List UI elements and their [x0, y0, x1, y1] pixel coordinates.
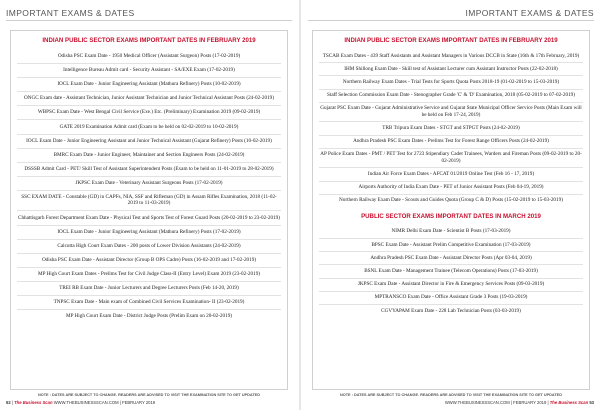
list-item: BMRC Exam Date - Junior Engineer, Maintainer and Section Engineers Posts (24-02-2019): [17, 149, 281, 163]
list-item: Odisha PSC Exam Date - 1950 Medical Officer (Assistant Surgeon) Posts (17-02-2019): [17, 50, 281, 64]
list-item: MP High Court Exam Date - District Judge Posts (Prelim Exam on 20-02-2019): [65, 313, 233, 320]
page-number: 53: [589, 400, 594, 405]
exam-list-february: [313, 50, 589, 207]
section-title-march: PUBLIC SECTOR EXAMS IMPORTANT DATES IN MARCH 2019: [361, 212, 541, 220]
section-title: INDIAN PUBLIC SECTOR EXAMS IMPORTANT DATES IN FEBRUARY 2019: [42, 37, 256, 44]
folio-separator: |: [11, 400, 13, 405]
disclaimer-note: NOTE : DATES ARE SUBJECT TO CHANGE. READERS ARE ADVISED TO VISIT THE EXAMINATION SITE TO GET UPDATED: [340, 393, 562, 397]
list-item: Gujarat PSC Exam Date - Gujarat Administrative Service and Gujarat State Municipal Officer Service Posts (Main Exam will be held on Feb 17-24, 2019): [319, 103, 583, 123]
list-item: TRB Tripura Exam Dates - STGT and STPGT Posts (24-02-2019): [319, 122, 583, 135]
list-item: BSNL Exam Date - Management Trainee (Telecom Operations) Posts (17-03-2019): [319, 265, 583, 278]
list-item: TNPSC Exam Date - Main exam of Combined Civil Services Examination- II (23-02-2019): [17, 296, 281, 310]
list-item: BPSC Exam Date - Assistant Prelim Competitive Examination (17-03-2019): [319, 239, 583, 252]
list-item: IOCL Exam Date - Junior Engineering Assistant and Junior Technical Assistant (Gujarat Refinery) Posts (10-02-2019): [17, 135, 281, 149]
page-header: [308, 0, 594, 21]
list-item: Chhattisgarh Forest Department Exam Date - Physical Test and Sports Test of Forest Guard Posts (20-02-2019 to 23-02-2019): [17, 211, 281, 225]
folio: [308, 400, 594, 406]
list-item: IHM Shillong Exam Date - Skill test of Assistant Lecturer cum Assistant Instructor Posts (22-02-2018): [319, 63, 583, 76]
exam-dates-panel: [312, 30, 590, 390]
list-item: Northern Railway Exam Dates - Trial Tests for Sports Quota Posts 2018-19 (01-02-2019 to 15-03-2019): [319, 76, 583, 89]
list-item: WBPSC Exam Date - West Bengal Civil Service (Exe.) Etc. (Preliminary) Examination 2019 (09-02-2019): [17, 106, 281, 120]
spine-gutter: [299, 0, 301, 410]
folio-text: WWW.THEBUSINESSSCAN.COM | FEBRUARY 2019: [444, 400, 547, 405]
list-item: TREI RB Exam Date - Junior Lecturers and Degree Lecturers Posts (Feb 14-20, 2019): [17, 282, 281, 296]
exam-list: [11, 50, 287, 323]
page-header: [6, 0, 292, 21]
section-title-february: INDIAN PUBLIC SECTOR EXAMS IMPORTANT DATES IN FEBRUARY 2019: [344, 37, 558, 44]
list-item: Andhra Pradesh PSC Exam Date - Assistant Director Posts (Apr 03-04, 2019): [319, 252, 583, 265]
page-footer: [308, 393, 594, 407]
exam-dates-panel: [10, 30, 288, 390]
folio-separator: |: [547, 400, 549, 405]
list-item: Indian Air Force Exam Dates - AFCAT 01/2019 Online Test (Feb 16 - 17, 2019): [319, 168, 583, 181]
brand-name: The Business Scan: [549, 400, 589, 405]
list-item: Andhra Pradesh PSC Exam Dates - Prelims Test for Forest Range Officers Posts (24-02-2019): [319, 136, 583, 149]
list-item: MP High Court Exam Dates - Prelims Test for Civil Judge Class-II (Entry Level) Exam 2019 (23-02-2019): [17, 268, 281, 282]
list-item: Northern Railway Exam Date - Scouts and Guides Quota (Group C & D) Posts (15-02-2019 to 15-03-2019): [339, 197, 563, 204]
page-number: 52: [6, 400, 11, 405]
left-page: [0, 0, 298, 410]
brand-name: The Business Scan: [14, 400, 53, 405]
header-title: IMPORTANT EXAMS & DATES: [465, 8, 594, 18]
folio-text: WWW.THEBUSINESSSCAN.COM | FEBRUARY 2019: [53, 400, 156, 405]
list-item: TSCAB Exam Dates - 439 Staff Assistants and Assistant Managers in Various DCCB in State (16th & 17th February, 2019): [319, 50, 583, 63]
list-item: Staff Selection Commission Exam Date - Stenographer Grade 'C' & 'D' Examination, 2018 (05-02-2019 to 07-02-2019): [319, 90, 583, 103]
list-item: ONGC Exam date - Assistant Technician, Junior Assistant Technician and Junior Technical Assistant Posts (24-02-2019): [17, 92, 281, 106]
list-item: IOCL Exam Date - Junior Engineering Assistant (Mathura Refinery) Posts (10-02-2019): [17, 78, 281, 92]
list-item: IOCL Exam Date - Junior Engineering Assistant (Mathura Refinery) Posts (17-02-2019): [17, 226, 281, 240]
folio: [6, 400, 292, 406]
header-title: IMPORTANT EXAMS & DATES: [6, 8, 135, 18]
list-item: JKPSC Exam Date - Assistant Director in Fire & Emergency Services Posts (09-03-2019): [319, 279, 583, 292]
list-item: Airports Authority of India Exam Date - PET of Junior Assistant Posts (Feb 04-19, 2019): [319, 182, 583, 195]
list-item: MPTRANSCO Exam Date - Office Assistant Grade 3 Posts (19-03-2019): [319, 292, 583, 305]
list-item: GATE 2019 Examination Admit card (Exam to be held on 02-02-2019 to 10-02-2019): [17, 120, 281, 134]
page-footer: [6, 393, 292, 407]
list-item: CGVYAPAM Exam Date - 228 Lab Technician Posts (03-03-2019): [381, 307, 521, 314]
list-item: AP Police Exam Dates - PMT / PET Test for 2723 Stipendiary Cadet Trainees, Warders and Fireman Posts (09-02-2019 to 20-02-2019): [319, 149, 583, 169]
disclaimer-note: NOTE : DATES ARE SUBJECT TO CHANGE. READERS ARE ADVISED TO VISIT THE EXAMINATION SITE TO GET UPDATED: [38, 393, 260, 397]
list-item: Odisha PSC Exam Date - Assistant Director (Group B OPS Cadre) Posts (16-02-2019 and 17-02-2019): [17, 254, 281, 268]
list-item: DSSSB Admit Card - PET/ Skill Test of Assistant Superintendent Posts (Exam to be held on 11-01-2019 to 28-02-2019): [17, 163, 281, 177]
exam-list-march: [313, 226, 589, 317]
list-item: Intelligence Bureau Admit card - Security Assistant - SA/EXE Exam (17-02-2019): [17, 64, 281, 78]
list-item: NIMR Delhi Exam Date - Scientist B Posts (17-03-2019): [319, 226, 583, 239]
right-page: [302, 0, 600, 410]
list-item: SSC EXAM DATE - Constable (GD) in CAPFs, NIA, SSF and Rifleman (GD) in Assam Rifles Examination, 2018 (11-02-2019 to 11-03-2019): [17, 191, 281, 212]
list-item: JKPSC Exam Date - Veterinary Assistant Surgeons Posts (17-02-2019): [17, 177, 281, 191]
list-item: Calcutta High Court Exam Dates - 200 posts of Lower Division Assistants (24-02-2019): [17, 240, 281, 254]
